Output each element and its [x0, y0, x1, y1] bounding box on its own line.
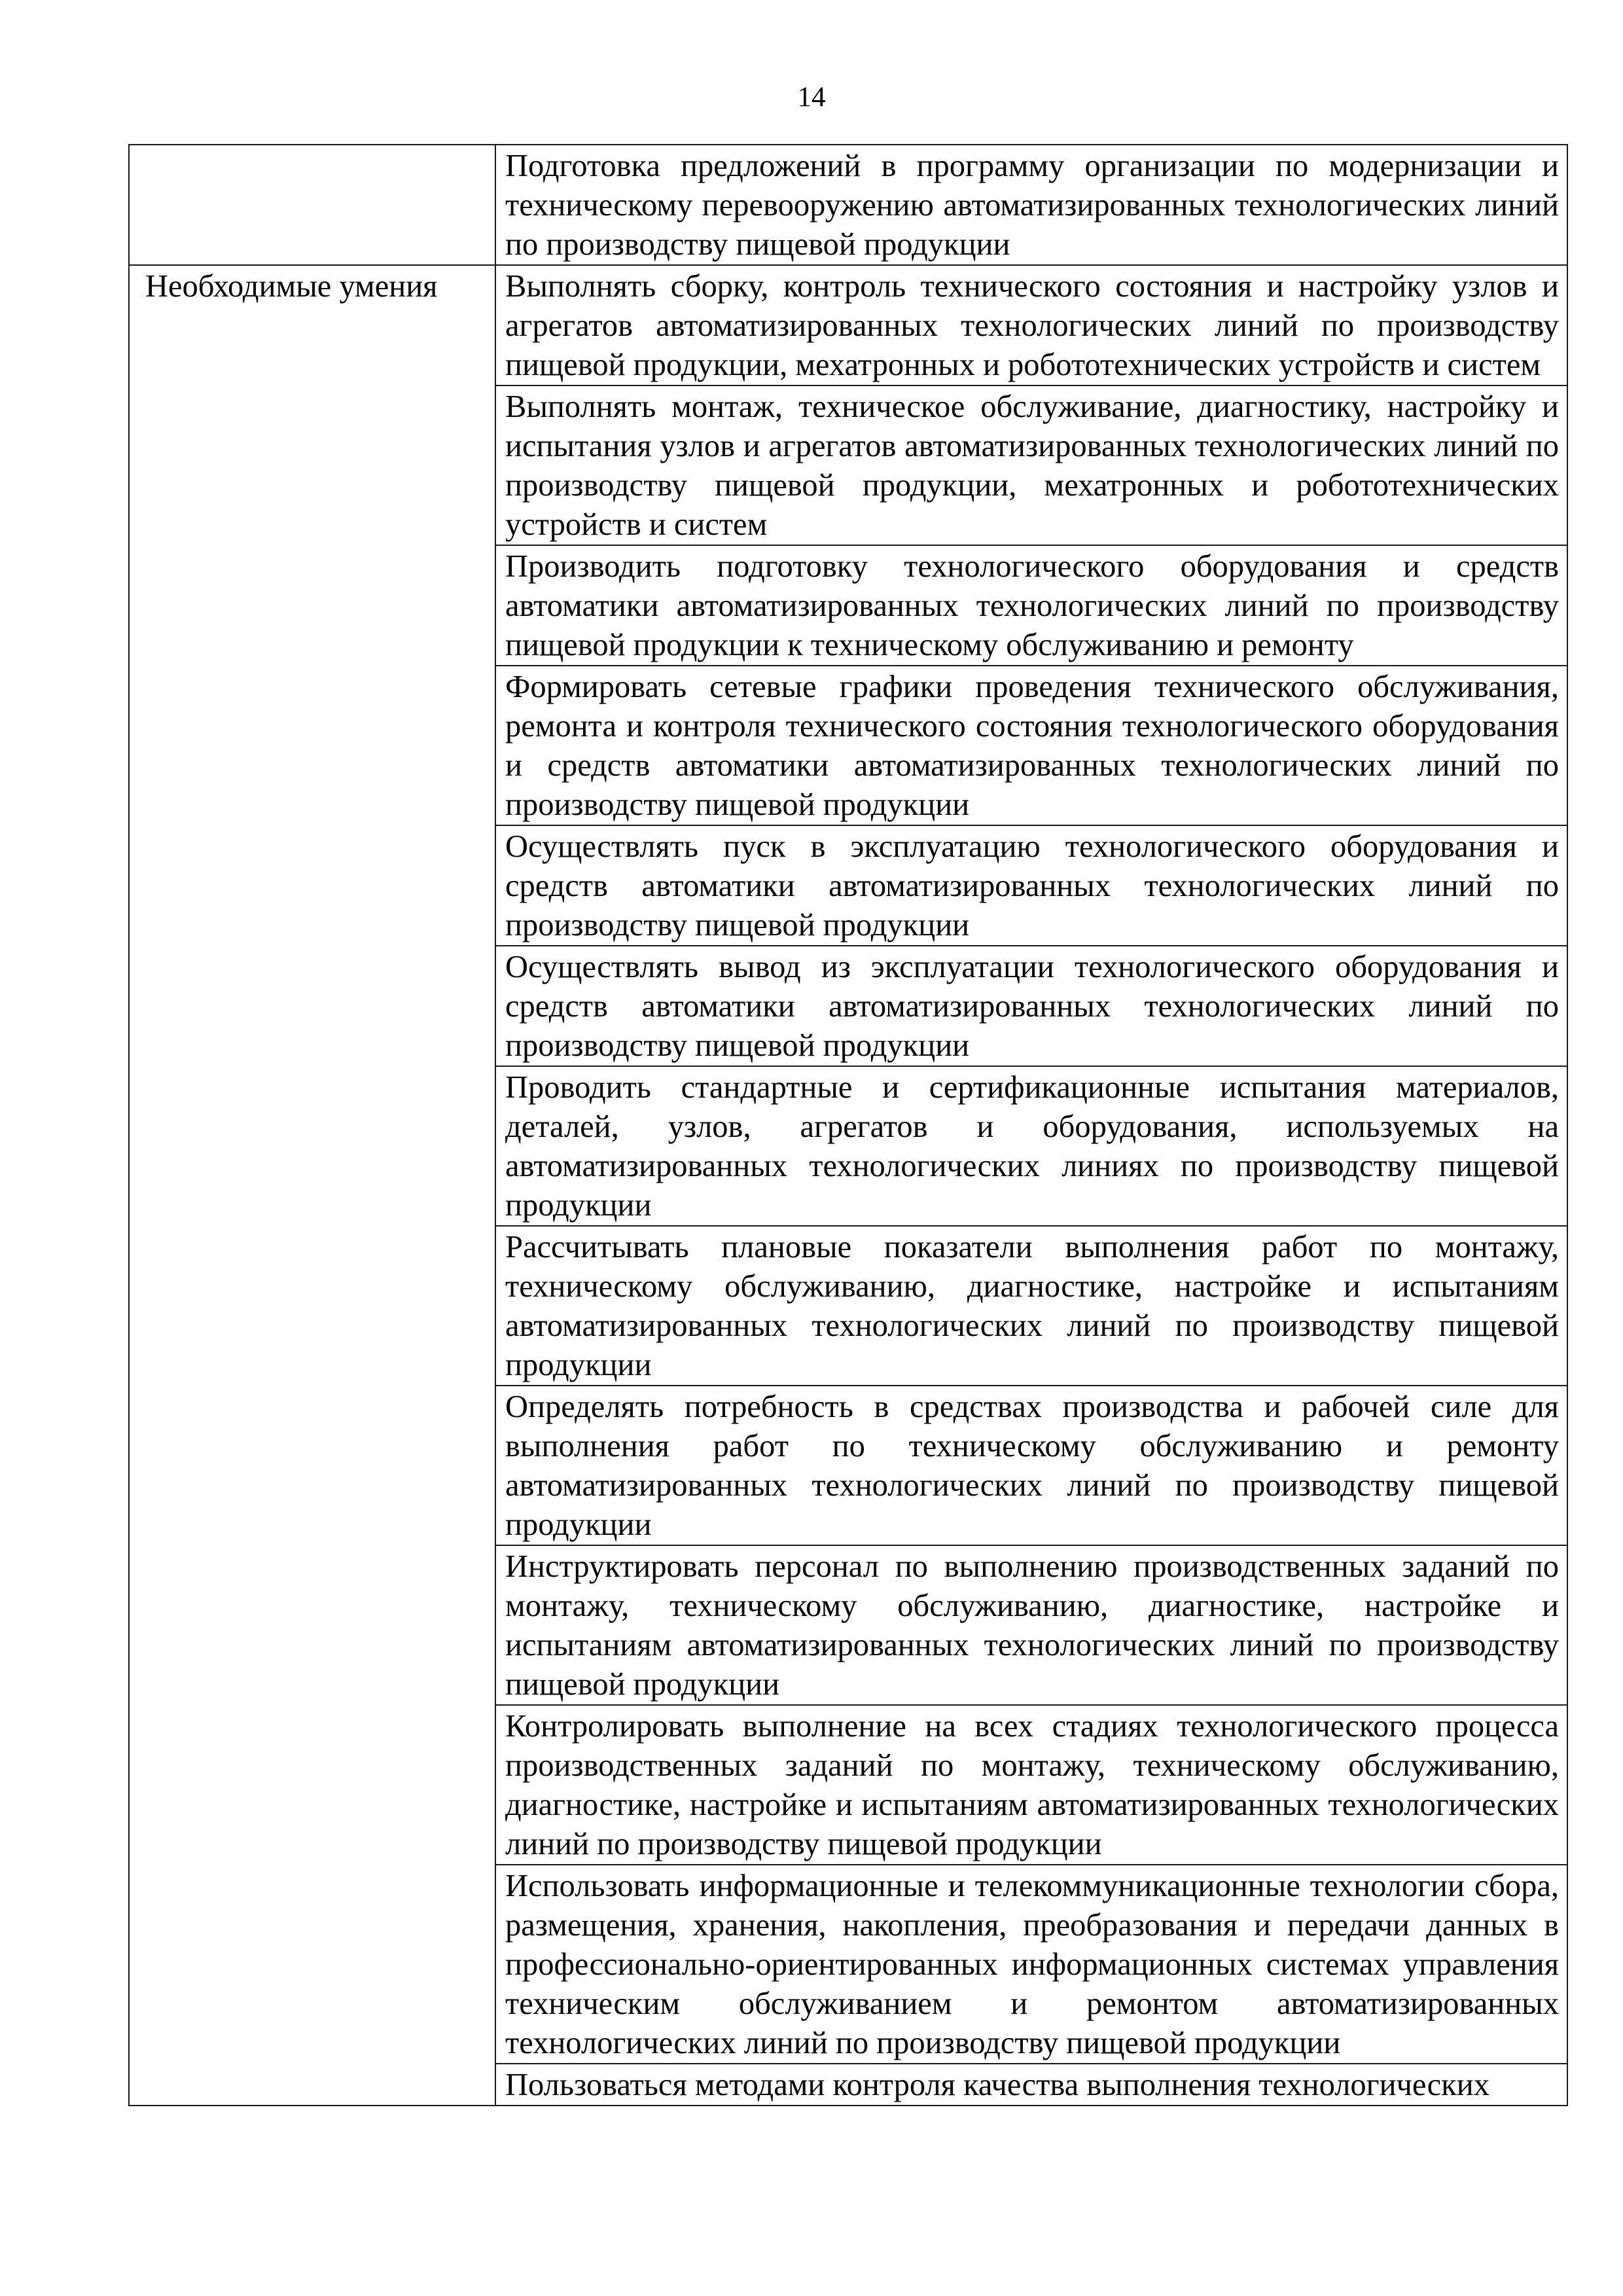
page-number: 14	[797, 82, 826, 113]
skill-item: Производить подготовку технологического оборудования и средств автоматики автоматизированных технологических линий по производству пищевой продукции к техническому обслуживанию и ремонту	[495, 545, 1567, 666]
table-row	[129, 265, 1567, 386]
table-row-continued	[129, 145, 1567, 265]
skill-item: Пользоваться методами контроля качества выполнения технологических	[495, 2064, 1567, 2106]
skill-item: Проводить стандартные и сертификационные испытания материалов, деталей, узлов, агрегатов и оборудования, используемых на автоматизированных технологических линиях по производству пищевой продукции	[495, 1066, 1567, 1226]
skill-item: Осуществлять пуск в эксплуатацию технологического оборудования и средств автоматики автоматизированных технологических линий по производству пищевой продукции	[495, 825, 1567, 946]
skills-label: Необходимые умения	[129, 265, 495, 2106]
skill-item: Использовать информационные и телекоммуникационные технологии сбора, размещения, хранения, накопления, преобразования и передачи данных в профессионально-ориентированных информационных системах управления техническим обслуживанием и ремонтом автоматизированных технологических линий по производству пищевой продукции	[495, 1865, 1567, 2064]
continued-row-text: Подготовка предложений в программу организации по модернизации и техническому перевооружению автоматизированных технологических линий по производству пищевой продукции	[495, 145, 1567, 265]
skill-item: Выполнять монтаж, техническое обслуживание, диагностику, настройку и испытания узлов и агрегатов автоматизированных технологических линий по производству пищевой продукции, мехатронных и робототехнических устройств и систем	[495, 386, 1567, 545]
skill-item: Рассчитывать плановые показатели выполнения работ по монтажу, техническому обслуживанию, диагностике, настройке и испытаниям автоматизированных технологических линий по производству пищевой продукции	[495, 1226, 1567, 1386]
skill-item: Определять потребность в средствах производства и рабочей силе для выполнения работ по техническому обслуживанию и ремонту автоматизированных технологических линий по производству пищевой продукции	[495, 1386, 1567, 1545]
requirements-table	[128, 144, 1568, 2106]
skill-item: Контролировать выполнение на всех стадиях технологического процесса производственных заданий по монтажу, техническому обслуживанию, диагностике, настройке и испытаниям автоматизированных технологических линий по производству пищевой продукции	[495, 1705, 1567, 1865]
skill-item: Формировать сетевые графики проведения технического обслуживания, ремонта и контроля технического состояния технологического оборудования и средств автоматики автоматизированных технологических линий по производству пищевой продукции	[495, 666, 1567, 825]
skill-item: Инструктировать персонал по выполнению производственных заданий по монтажу, техническому обслуживанию, диагностике, настройке и испытаниям автоматизированных технологических линий по производству пищевой продукции	[495, 1545, 1567, 1705]
row-label-empty	[129, 145, 495, 265]
skill-item: Выполнять сборку, контроль технического состояния и настройку узлов и агрегатов автоматизированных технологических линий по производству пищевой продукции, мехатронных и робототехнических устройств и систем	[495, 265, 1567, 386]
skill-item: Осуществлять вывод из эксплуатации технологического оборудования и средств автоматики автоматизированных технологических линий по производству пищевой продукции	[495, 946, 1567, 1066]
